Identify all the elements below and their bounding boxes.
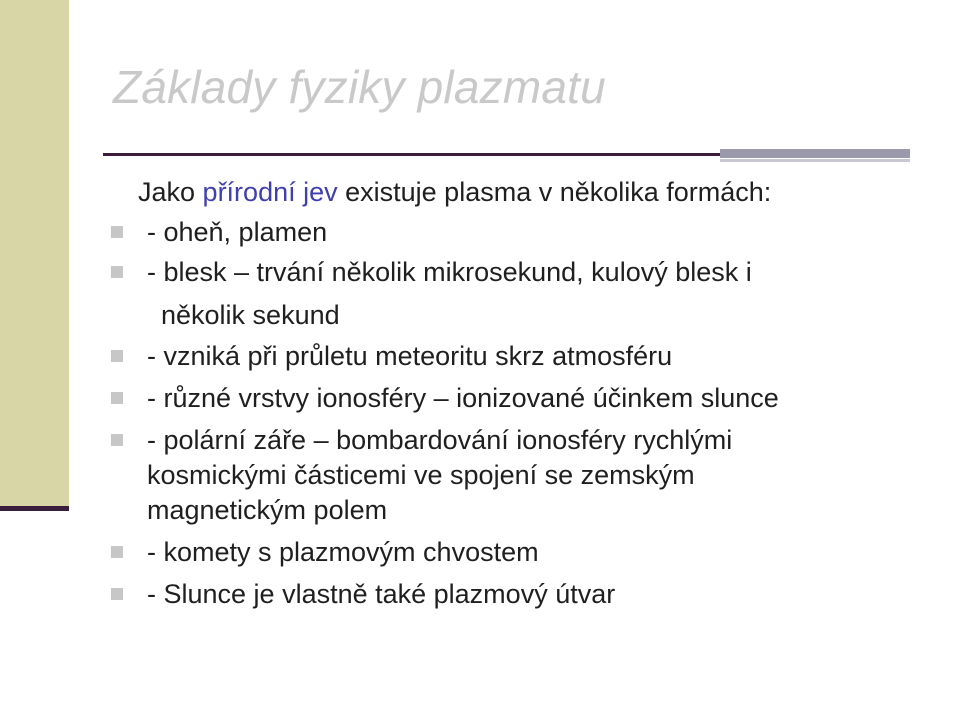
list-item-continuation: kosmickými částicemi ve spojení se zemským — [147, 460, 695, 490]
slide-title: Základy fyziky plazmatu — [113, 61, 606, 113]
intro-prefix: Jako — [138, 177, 203, 207]
square-bullet-icon — [111, 392, 123, 404]
square-bullet-icon — [111, 350, 123, 362]
square-bullet-icon — [111, 266, 123, 278]
square-bullet-icon — [111, 434, 123, 446]
square-bullet-icon — [111, 546, 123, 558]
list-item: - různé vrstvy ionosféry – ionizované účinkem slunce — [147, 383, 779, 413]
list-item: - vzniká při průletu meteoritu skrz atmosféru — [147, 341, 673, 371]
list-item: - komety s plazmovým chvostem — [147, 537, 539, 567]
list-item-continuation: několik sekund — [161, 300, 340, 330]
list-item: - oheň, plamen — [147, 217, 328, 247]
list-item: - Slunce je vlastně také plazmový útvar — [147, 579, 616, 609]
square-bullet-icon — [111, 226, 123, 238]
intro-suffix: existuje plasma v několika formách: — [337, 177, 772, 207]
square-bullet-icon — [111, 588, 123, 600]
list-item-continuation: magnetickým polem — [147, 495, 388, 525]
list-item: - blesk – trvání několik mikrosekund, kulový blesk i — [147, 257, 752, 287]
intro-line — [138, 177, 771, 207]
list-item: - polární záře – bombardování ionosféry rychlými — [147, 425, 733, 455]
natural-phenomenon-link[interactable]: přírodní jev — [202, 177, 338, 207]
